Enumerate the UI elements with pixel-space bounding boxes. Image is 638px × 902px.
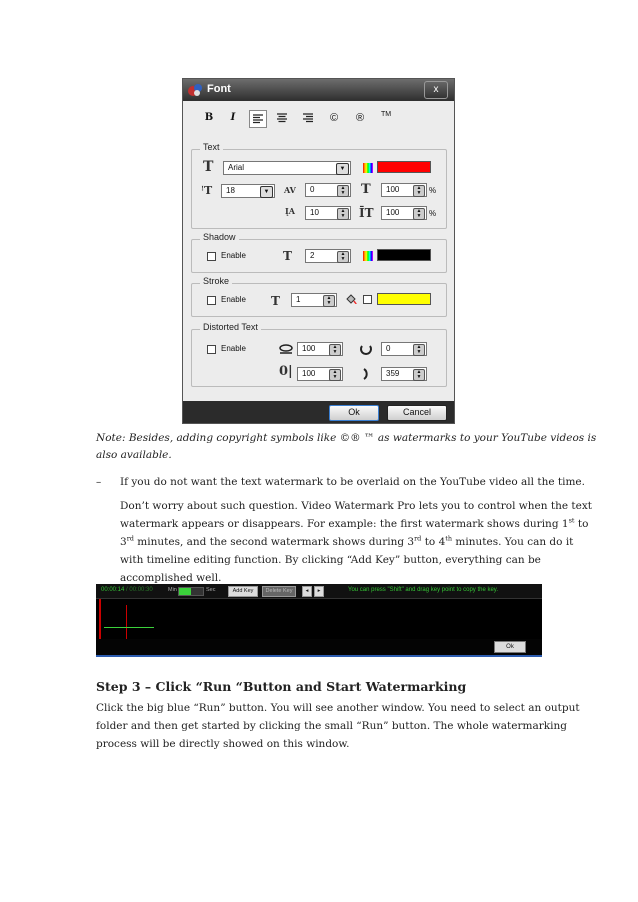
text-color-swatch[interactable] xyxy=(377,161,431,173)
sup-rd-2: rd xyxy=(414,534,422,543)
prev-key-button[interactable]: ◂ xyxy=(302,586,312,597)
answer-line-4: with timeline editing function. By clicking “Add Key” button, everything can be xyxy=(120,554,541,566)
distort-value-2-spinner[interactable] xyxy=(381,342,427,356)
timeline-ok-button[interactable]: Ok xyxy=(494,641,526,653)
next-key-button[interactable]: ▸ xyxy=(314,586,324,597)
align-left-icon xyxy=(253,114,263,124)
spin-arrows-icon[interactable]: ▲ ▼ xyxy=(323,295,335,307)
font-size-select[interactable] xyxy=(221,184,275,198)
character-spacing-spinner[interactable] xyxy=(305,183,351,197)
font-width-spinner[interactable] xyxy=(381,183,427,197)
line-spacing-icon: ĮA xyxy=(285,206,295,216)
spin-arrows-icon[interactable]: ▲ ▼ xyxy=(337,208,349,220)
distort-value-3: 100 xyxy=(302,369,316,378)
spin-arrows-icon[interactable]: ▲ ▼ xyxy=(329,369,341,381)
answer-line-1: Don’t worry about such question. Video Watermark Pro lets you to control when the text xyxy=(120,500,592,512)
spin-arrows-icon[interactable]: ▲ ▼ xyxy=(337,251,349,263)
step3-line-3: process will be directly showed on this window. xyxy=(96,738,350,750)
answer-line-2 xyxy=(120,515,588,533)
time-total: / 00:00:30 xyxy=(126,587,153,593)
note-line-2: also available. xyxy=(96,449,172,461)
delete-key-button[interactable]: Delete Key xyxy=(262,586,296,597)
bullet-dash: – xyxy=(96,476,102,488)
line-spacing-value: 10 xyxy=(310,208,319,217)
close-button[interactable]: x xyxy=(424,81,448,99)
key-marker[interactable] xyxy=(126,605,127,639)
text-group-legend: Text xyxy=(200,142,223,152)
distort-bend-icon xyxy=(279,343,293,355)
stroke-width-value: 1 xyxy=(296,295,301,304)
distort-scale-icon: 0| xyxy=(279,364,293,379)
answer-line-3b: minutes, and the second watermark shows during 3 xyxy=(133,536,415,548)
align-left-button[interactable] xyxy=(249,110,267,128)
character-spacing-value: 0 xyxy=(310,185,315,194)
chevron-down-icon[interactable]: ▼ xyxy=(260,186,273,198)
answer-line-3 xyxy=(120,533,573,551)
timeline-hint: You can press "Shift" and drag key point to copy the key. xyxy=(348,587,499,593)
font-family-icon: T xyxy=(203,159,214,175)
shadow-distance-icon: T xyxy=(283,249,292,263)
stroke-color-swatch[interactable] xyxy=(377,293,431,305)
min-label: Min xyxy=(168,587,177,593)
sec-label: Sec xyxy=(206,587,216,593)
shadow-distance-spinner[interactable] xyxy=(305,249,351,263)
dialog-title: Font xyxy=(207,83,231,95)
dialog-titlebar xyxy=(183,79,454,101)
italic-button[interactable]: I xyxy=(230,112,236,123)
chevron-down-icon[interactable]: ▼ xyxy=(336,163,349,175)
font-height-spinner[interactable] xyxy=(381,206,427,220)
line-spacing-spinner[interactable] xyxy=(305,206,351,220)
distorted-enable-checkbox[interactable] xyxy=(207,345,216,354)
answer-line-3c: to 4 xyxy=(421,536,446,548)
step3-heading: Step 3 – Click “Run “Button and Start Watermarking xyxy=(96,679,467,694)
shadow-enable-label: Enable xyxy=(221,251,246,260)
stroke-group-legend: Stroke xyxy=(200,276,232,286)
spin-arrows-icon[interactable]: ▲ ▼ xyxy=(413,208,425,220)
stroke-width-icon: T xyxy=(271,294,280,308)
distorted-text-legend: Distorted Text xyxy=(200,322,261,332)
cancel-button[interactable]: Cancel xyxy=(387,405,447,421)
font-size-value: 18 xyxy=(226,186,235,195)
character-spacing-icon: AV xyxy=(284,185,296,195)
bold-button[interactable]: B xyxy=(204,112,214,123)
shadow-color-swatch[interactable] xyxy=(377,249,431,261)
stroke-width-spinner[interactable] xyxy=(291,293,337,307)
shadow-distance-value: 2 xyxy=(310,251,315,260)
align-right-icon xyxy=(303,113,313,123)
timeline-track[interactable] xyxy=(96,599,542,639)
align-center-icon xyxy=(277,113,287,123)
spin-arrows-icon[interactable]: ▲ ▼ xyxy=(329,344,341,356)
font-app-icon xyxy=(187,82,203,98)
spin-arrows-icon[interactable]: ▲ ▼ xyxy=(413,344,425,356)
distort-value-3-spinner[interactable] xyxy=(297,367,343,381)
playhead-line[interactable] xyxy=(99,599,101,639)
distort-value-1-spinner[interactable] xyxy=(297,342,343,356)
font-height-icon: ĪT xyxy=(359,206,374,220)
timeline-ruler xyxy=(104,627,154,632)
step3-line-2: folder and then get started by clicking the small “Run” button. The whole watermarking xyxy=(96,720,567,732)
stroke-enable-label: Enable xyxy=(221,295,246,304)
answer-line-3d: minutes. You can do it xyxy=(452,536,574,548)
sup-st: st xyxy=(568,516,575,525)
add-key-button[interactable]: Add Key xyxy=(228,586,258,597)
registered-button[interactable]: ® xyxy=(355,112,365,124)
shadow-enable-checkbox[interactable] xyxy=(207,252,216,261)
spin-arrows-icon[interactable]: ▲ ▼ xyxy=(337,185,349,197)
timeline-toolbar xyxy=(96,584,542,599)
answer-line-3a: 3 xyxy=(120,536,127,548)
answer-line-2a: watermark appears or disappears. For example: the first watermark shows during 1 xyxy=(120,518,569,530)
sup-rd-1: rd xyxy=(126,534,134,543)
distort-value-1: 100 xyxy=(302,344,316,353)
copyright-button[interactable]: © xyxy=(329,112,339,124)
distort-value-2: 0 xyxy=(386,344,391,353)
stroke-enable-checkbox[interactable] xyxy=(207,296,216,305)
zoom-slider-fill xyxy=(179,588,191,595)
font-family-value: Arial xyxy=(228,163,245,172)
color-palette-icon[interactable] xyxy=(363,163,373,173)
stroke-color-checkbox[interactable] xyxy=(363,295,372,304)
font-height-value: 100 xyxy=(386,208,400,217)
trademark-button[interactable]: TM xyxy=(380,111,392,118)
distort-angle-icon xyxy=(361,367,373,381)
time-current: 00:00:14 xyxy=(101,587,125,593)
percent-label: % xyxy=(429,209,437,218)
shadow-group-legend: Shadow xyxy=(200,232,239,242)
step3-line-1: Click the big blue “Run” button. You will see another window. You need to select an output xyxy=(96,702,580,714)
paint-bucket-icon[interactable] xyxy=(345,293,357,305)
answer-line-5: accomplished well. xyxy=(120,572,222,584)
font-width-icon: T xyxy=(361,182,371,197)
bullet-question: If you do not want the text watermark to be overlaid on the YouTube video all the time. xyxy=(120,476,585,488)
timeline-panel xyxy=(96,584,542,657)
dialog-footer xyxy=(183,401,454,423)
color-palette-icon[interactable] xyxy=(363,251,373,261)
font-family-select[interactable] xyxy=(223,161,351,175)
font-size-icon: ꜝT xyxy=(201,184,213,197)
spin-arrows-icon[interactable]: ▲ ▼ xyxy=(413,369,425,381)
distort-rotate-icon xyxy=(359,342,373,356)
align-right-button[interactable] xyxy=(301,110,315,126)
font-width-value: 100 xyxy=(386,185,400,194)
note-line-1: Note: Besides, adding copyright symbols like ©® ™ as watermarks to your YouTube videos is xyxy=(96,432,597,444)
distort-value-4-spinner[interactable] xyxy=(381,367,427,381)
font-dialog xyxy=(182,78,455,424)
time-display xyxy=(101,587,153,593)
spin-arrows-icon[interactable]: ▲ ▼ xyxy=(413,185,425,197)
distort-value-4: 359 xyxy=(386,369,400,378)
sup-th: th xyxy=(445,534,453,543)
distorted-enable-label: Enable xyxy=(221,344,246,353)
ok-button[interactable]: Ok xyxy=(329,405,379,421)
zoom-slider[interactable] xyxy=(178,587,204,596)
percent-label: % xyxy=(429,186,437,195)
align-center-button[interactable] xyxy=(275,110,289,126)
answer-line-2b: to xyxy=(574,518,589,530)
